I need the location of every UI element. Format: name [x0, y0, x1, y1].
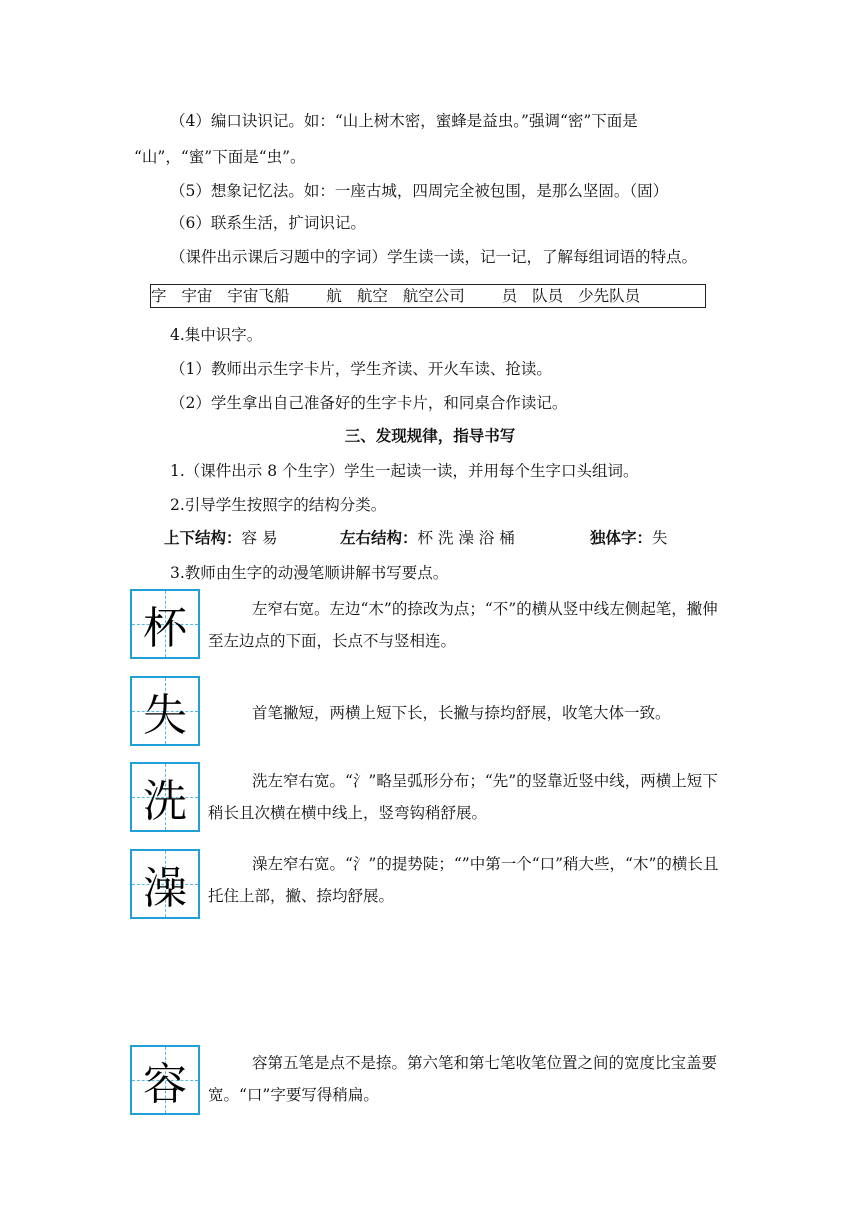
word-item: 宇宙飞船 [227, 287, 290, 305]
char-description: 澡左窄右宽。“氵”的提势陡；“”中第一个“口”稍大些，“木”的横长且托住上部，撇、捺均舒展。 [208, 855, 719, 905]
paragraph-mnemonic-cont: “山”，“蜜”下面是“虫”。 [134, 148, 306, 166]
grid-char: 容 [143, 1059, 187, 1110]
structure-chars: 容 易 [241, 529, 278, 547]
paragraph-writing-points: 3.教师由生字的动漫笔顺讲解书写要点。 [170, 564, 449, 582]
paragraph-cards-pair: （2）学生拿出自己准备好的生字卡片，和同桌合作读记。 [170, 394, 568, 412]
paragraph-courseware: （课件出示课后习题中的字词）学生读一读，记一记，了解每组词语的特点。 [170, 248, 698, 266]
char-grid [130, 676, 200, 746]
word-item: 宇宙 [181, 287, 213, 305]
paragraph-mnemonic: （4）编口诀识记。如：“山上树木密，蜜蜂是益虫。”强调“密”下面是 [170, 112, 638, 130]
char-grid [130, 849, 200, 919]
word-item: 航空 [356, 287, 388, 305]
word-group-box [150, 284, 706, 308]
char-description: 容第五笔是点不是捺。第六笔和第七笔收笔位置之间的宽度比宝盖要宽。“口”字要写得稍扁。 [208, 1054, 718, 1104]
structure-label: 左右结构： [340, 529, 418, 547]
structure-chars: 杯 洗 澡 浴 桶 [417, 529, 515, 547]
word-item: 航空公司 [402, 287, 465, 305]
paragraph-cards-read: （1）教师出示生字卡片，学生齐读、开火车读、抢读。 [170, 360, 552, 378]
structure-label: 独体字： [590, 529, 653, 547]
section-title: 三、发现规律，指导书写 [344, 427, 516, 445]
structure-single [590, 527, 668, 549]
structure-chars: 失 [652, 529, 668, 547]
paragraph-classify: 2.引导学生按照字的结构分类。 [170, 496, 387, 514]
char-grid [130, 1045, 200, 1115]
paragraph-imagination: （5）想象记忆法。如：一座古城，四周完全被包围，是那么坚固。（固） [170, 182, 669, 200]
char-grid [130, 762, 200, 832]
word-item: 字 [151, 287, 167, 305]
structure-top-bottom [164, 527, 277, 549]
paragraph-focus-literacy: 4.集中识字。 [170, 326, 263, 344]
grid-char: 澡 [143, 863, 187, 914]
char-description: 首笔撇短，两横上短下长，长撇与捺均舒展，收笔大体一致。 [252, 704, 671, 722]
char-grid [130, 589, 200, 659]
structure-left-right [340, 527, 515, 549]
char-description: 左窄右宽。左边“木”的捺改为点；“不”的横从竖中线左侧起笔，撇伸至左边点的下面，长点不与竖相连。 [208, 600, 718, 650]
grid-char: 杯 [143, 603, 187, 654]
word-item: 少先队员 [578, 287, 641, 305]
char-description: 洗左窄右宽。“氵”略呈弧形分布；“先”的竖靠近竖中线，两横上短下稍长且次横在横中线上，竖弯钩稍舒展。 [208, 772, 718, 822]
structure-label: 上下结构： [164, 529, 242, 547]
paragraph-life-link: （6）联系生活，扩词识记。 [170, 214, 366, 232]
paragraph-read-chars: 1.（课件出示 8 个生字）学生一起读一读，并用每个生字口头组词。 [170, 462, 639, 480]
grid-char: 失 [143, 690, 187, 741]
word-item: 员 [501, 287, 518, 305]
word-item: 队员 [532, 287, 564, 305]
word-item: 航 [326, 287, 342, 305]
grid-char: 洗 [143, 776, 187, 827]
